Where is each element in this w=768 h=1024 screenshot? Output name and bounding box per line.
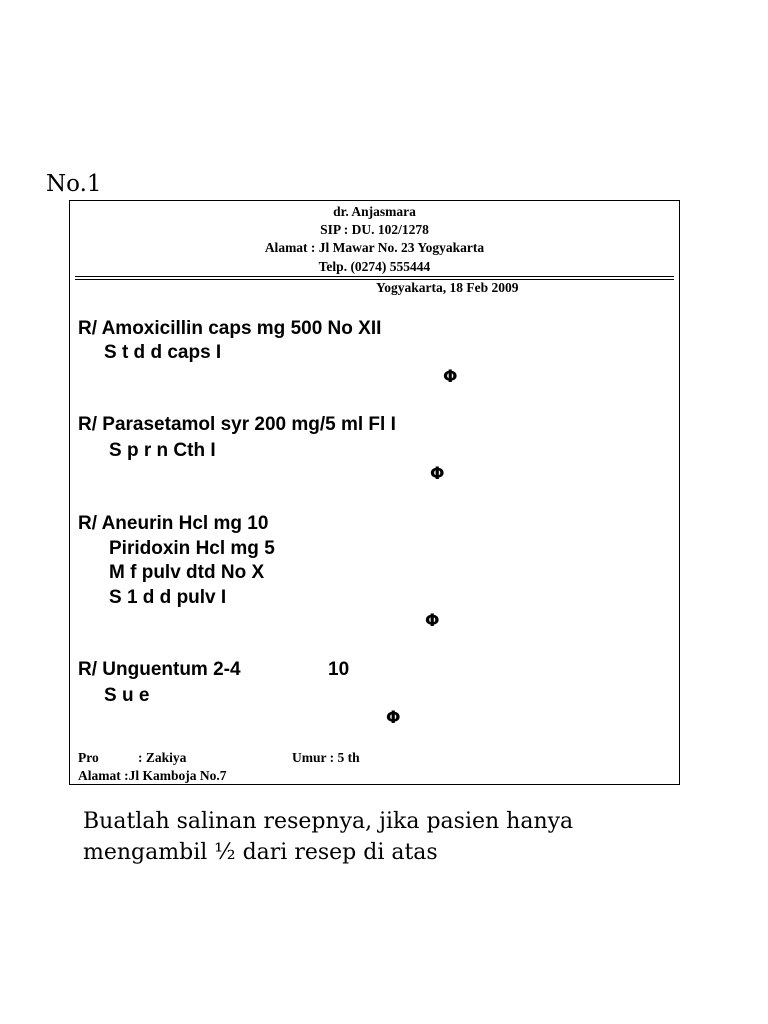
rx-1-recipe: R/ Amoxicillin caps mg 500 No XII	[78, 318, 382, 339]
patient-name: : Zakiya	[138, 750, 187, 765]
patient-age: Umur : 5 th	[292, 750, 360, 765]
document-number: No.1	[46, 171, 102, 197]
rx-4-recipe: R/ Unguentum 2-4	[78, 659, 241, 680]
task-line-1: Buatlah salinan resepnya, jika pasien hanya	[83, 809, 574, 834]
prescription-form	[69, 200, 680, 785]
rx-2-signa: S p r n Cth I	[109, 440, 216, 461]
doctor-name: dr. Anjasmara	[333, 204, 416, 219]
rx-4-sign-mark: Φ	[386, 708, 401, 728]
rx-3-line-3: M f pulv dtd No X	[109, 562, 265, 583]
rx-2-sign-mark: Φ	[430, 464, 445, 484]
doctor-address: Alamat : Jl Mawar No. 23 Yogyakarta	[264, 240, 485, 255]
rx-3-recipe: R/ Aneurin Hcl mg 10	[78, 513, 269, 534]
rx-3-sign-mark: Φ	[425, 611, 440, 631]
rx-4-signa: S u e	[104, 685, 150, 706]
patient-address: Alamat :Jl Kamboja No.7	[78, 768, 227, 783]
task-line-2: mengambil ½ dari resep di atas	[83, 840, 438, 865]
doctor-phone: Telp. (0274) 555444	[318, 259, 431, 274]
task-instruction	[83, 806, 573, 868]
rx-3-signa: S 1 d d pulv I	[109, 587, 227, 608]
rx-1-sign-mark: Φ	[443, 367, 458, 387]
patient-pro-label: Pro	[78, 750, 99, 765]
header-divider-top	[75, 276, 674, 277]
rx-2-recipe: R/ Parasetamol syr 200 mg/5 ml Fl I	[78, 414, 396, 435]
rx-1-signa: S t d d caps I	[104, 342, 222, 363]
rx-4-quantity: 10	[328, 659, 350, 680]
header-divider-bottom	[75, 279, 674, 280]
rx-3-line-2: Piridoxin Hcl mg 5	[109, 538, 275, 559]
doctor-sip: SIP : DU. 102/1278	[320, 222, 429, 237]
prescription-date: Yogyakarta, 18 Feb 2009	[376, 280, 519, 295]
